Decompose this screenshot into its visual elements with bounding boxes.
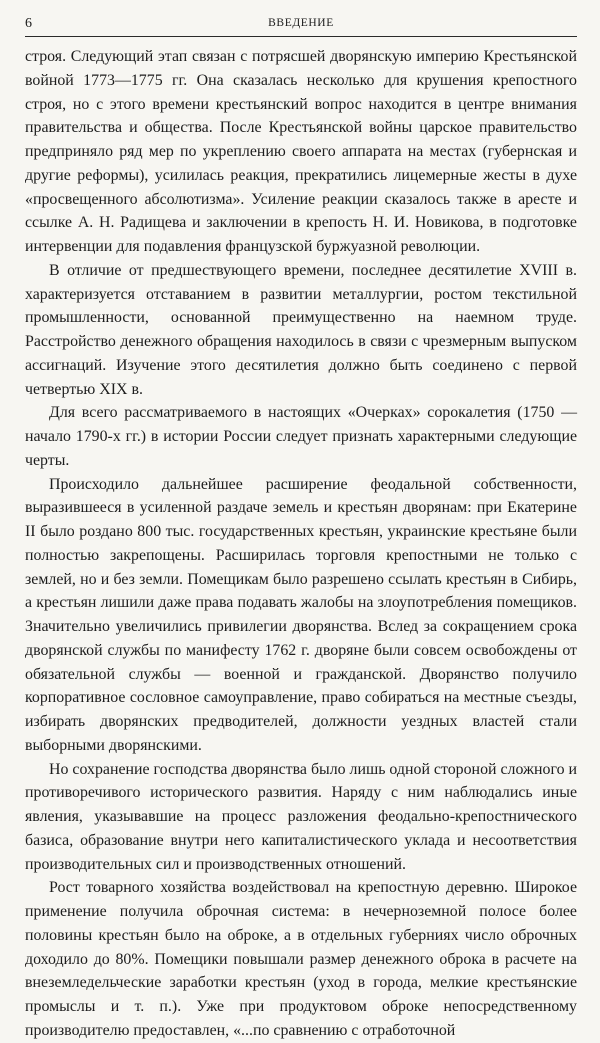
page-header bbox=[25, 14, 577, 37]
paragraph-6: Рост товарного хозяйства воздействовал на крепостную деревню. Широкое применение получила оброчная система: в нечерноземной полосе более половины крестьян было на оброке, а в отдельных губерниях число оброчных доходило до 80%. Помещики повышали размер денежного оброка в расчете на внеземледельческие заработки крестьян (уход в города, мелкие крестьянские промыслы и т. п.). Уже при продуктовом оброке непосредственному производителю предоставлен, «...по сравнению с отработочной bbox=[25, 879, 577, 1039]
document-page bbox=[25, 14, 577, 1043]
paragraph-4: Происходило дальнейшее расширение феодальной собственности, выразившееся в усиленной раздаче земель и крестьян дворянам: при Екатерине II было роздано 800 тыс. государственных крестьян, украинские крестьяне были полностью закрепощены. Расширилась торговля крепостными не только с землей, но и без земли. Помещикам было разрешено ссылать крестьян в Сибирь, а крестьян лишили даже права подавать жалобы на злоупотребления помещиков. Значительно увеличились привилегии дворянства. Вслед за сокращением срока дворянской службы по манифесту 1762 г. дворяне были совсем освобождены от обязательной службы — военной и гражданской. Дворянство получило корпоративное сословное самоуправление, право собираться на местные съезды, избирать дворянских предводителей, должности уездных властей стали выборными дворянскими. bbox=[25, 475, 577, 754]
paragraph-3: Для всего рассматриваемого в настоящих «Очерках» сорокалетия (1750 — начало 1790-х гг.) в истории России следует признать характерными следующие черты. bbox=[25, 404, 577, 469]
paragraph-1: строя. Следующий этап связан с потрясшей дворянскую империю Крестьянской войной 1773—1775 гг. Она сказалась несколько для крушения крепостного строя, но с этого времени крестьянский вопрос находится в центре внимания правительства и общества. После Крестьянской войны царское правительство предприняло ряд мер по укреплению своего аппарата на местах (губернская и другие реформы), усилилась реакция, прекратились лицемерные жесты в духе «просвещенного абсолютизма». Усиление реакции сказалось также в аресте и ссылке А. Н. Радищева и заключении в крепость Н. И. Новикова, в подготовке интервенции для подавления французской буржуазной революции. bbox=[25, 48, 577, 255]
page-body bbox=[25, 45, 577, 1043]
paragraph-2: В отличие от предшествующего времени, последнее десятилетие XVIII в. характеризуется отставанием в развитии металлургии, ростом текстильной промышленности, основанной преимущественно на наемном труде. Расстройство денежного обращения находилось в связи с чрезмерным выпуском ассигнаций. Изучение этого десятилетия должно быть соединено с первой четвертью XIX в. bbox=[25, 261, 577, 398]
paragraph-5: Но сохранение господства дворянства было лишь одной стороной сложного и противоречивого исторического развития. Наряду с ним наблюдались иные явления, указывавшие на процесс разложения феодально-крепостнического базиса, образование внутри него капиталистического уклада и несоответствия производительных сил и производственных отношений. bbox=[25, 760, 577, 873]
page-number: 6 bbox=[25, 16, 32, 31]
running-title: ВВЕДЕНИЕ bbox=[268, 17, 334, 29]
